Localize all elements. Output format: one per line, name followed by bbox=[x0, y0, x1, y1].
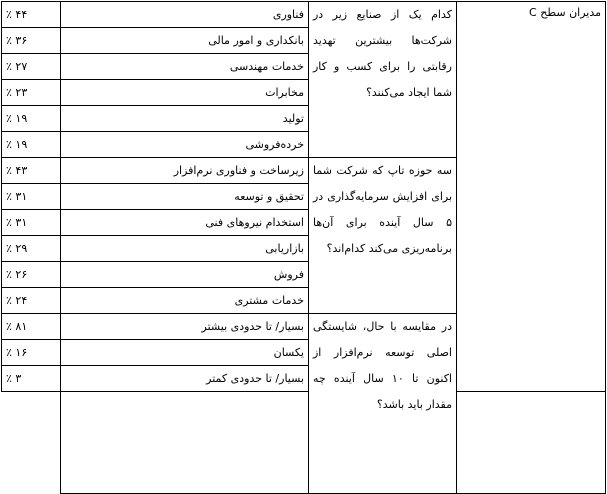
category-label: مخابرات bbox=[61, 80, 309, 106]
category-label: زیرساخت و فناوری نرم‌افزار bbox=[61, 158, 309, 184]
category-label: فروش bbox=[61, 262, 309, 288]
percentage-value: ۸۱ ٪ bbox=[2, 314, 61, 340]
group-label: مدیران سطح C bbox=[457, 2, 606, 392]
category-label: بسیار/ تا حدودی کمتر bbox=[61, 366, 309, 392]
empty-cell bbox=[457, 392, 606, 494]
category-label: بانکداری و امور مالی bbox=[61, 28, 309, 54]
percentage-value: ۱۹ ٪ bbox=[2, 132, 61, 158]
table-row bbox=[2, 2, 606, 28]
question-3: در مقایسه با حال، شایستگی اصلی توسعه نرم‌افزار از اکنون تا ۱۰ سال آینده چه مقدار باید باشد؟ bbox=[309, 314, 457, 494]
percentage-value: ۳۶ ٪ bbox=[2, 28, 61, 54]
category-label: بازاریابی bbox=[61, 236, 309, 262]
category-label: استخدام نیروهای فنی bbox=[61, 210, 309, 236]
percentage-value: ۲۳ ٪ bbox=[2, 80, 61, 106]
percentage-value: ۴۴ ٪ bbox=[2, 2, 61, 28]
category-label: خدمات مهندسی bbox=[61, 54, 309, 80]
empty-cell bbox=[61, 392, 309, 494]
category-label: تحقیق و توسعه bbox=[61, 184, 309, 210]
category-label: فناوری bbox=[61, 2, 309, 28]
percentage-value: ۱۶ ٪ bbox=[2, 340, 61, 366]
survey-table bbox=[1, 1, 606, 494]
question-2: سه حوزه تاپ که شرکت شما برای افزایش سرمایه‌گذاری در ۵ سال آینده برای آن‌ها برنامه‌ریزی می‌کند کدام‌اند؟ bbox=[309, 158, 457, 314]
percentage-value: ۳۱ ٪ bbox=[2, 184, 61, 210]
category-label: خدمات مشتری bbox=[61, 288, 309, 314]
percentage-value: ۱۹ ٪ bbox=[2, 106, 61, 132]
category-label: خرده‌فروشی bbox=[61, 132, 309, 158]
category-label: تولید bbox=[61, 106, 309, 132]
question-1: کدام یک از صنایع زیر در شرکت‌ها بیشترین تهدید رقابتی را برای کسب و کار شما ایجاد می‌کنند؟ bbox=[309, 2, 457, 158]
percentage-value: ۲۹ ٪ bbox=[2, 236, 61, 262]
percentage-value: ۳۱ ٪ bbox=[2, 210, 61, 236]
percentage-value: ۳ ٪ bbox=[2, 366, 61, 392]
percentage-value: ۲۴ ٪ bbox=[2, 288, 61, 314]
category-label: بسیار/ تا حدودی بیشتر bbox=[61, 314, 309, 340]
percentage-value: ۴۳ ٪ bbox=[2, 158, 61, 184]
category-label: یکسان bbox=[61, 340, 309, 366]
table-row bbox=[2, 392, 606, 494]
percentage-value: ۲۶ ٪ bbox=[2, 262, 61, 288]
percentage-value: ۲۷ ٪ bbox=[2, 54, 61, 80]
